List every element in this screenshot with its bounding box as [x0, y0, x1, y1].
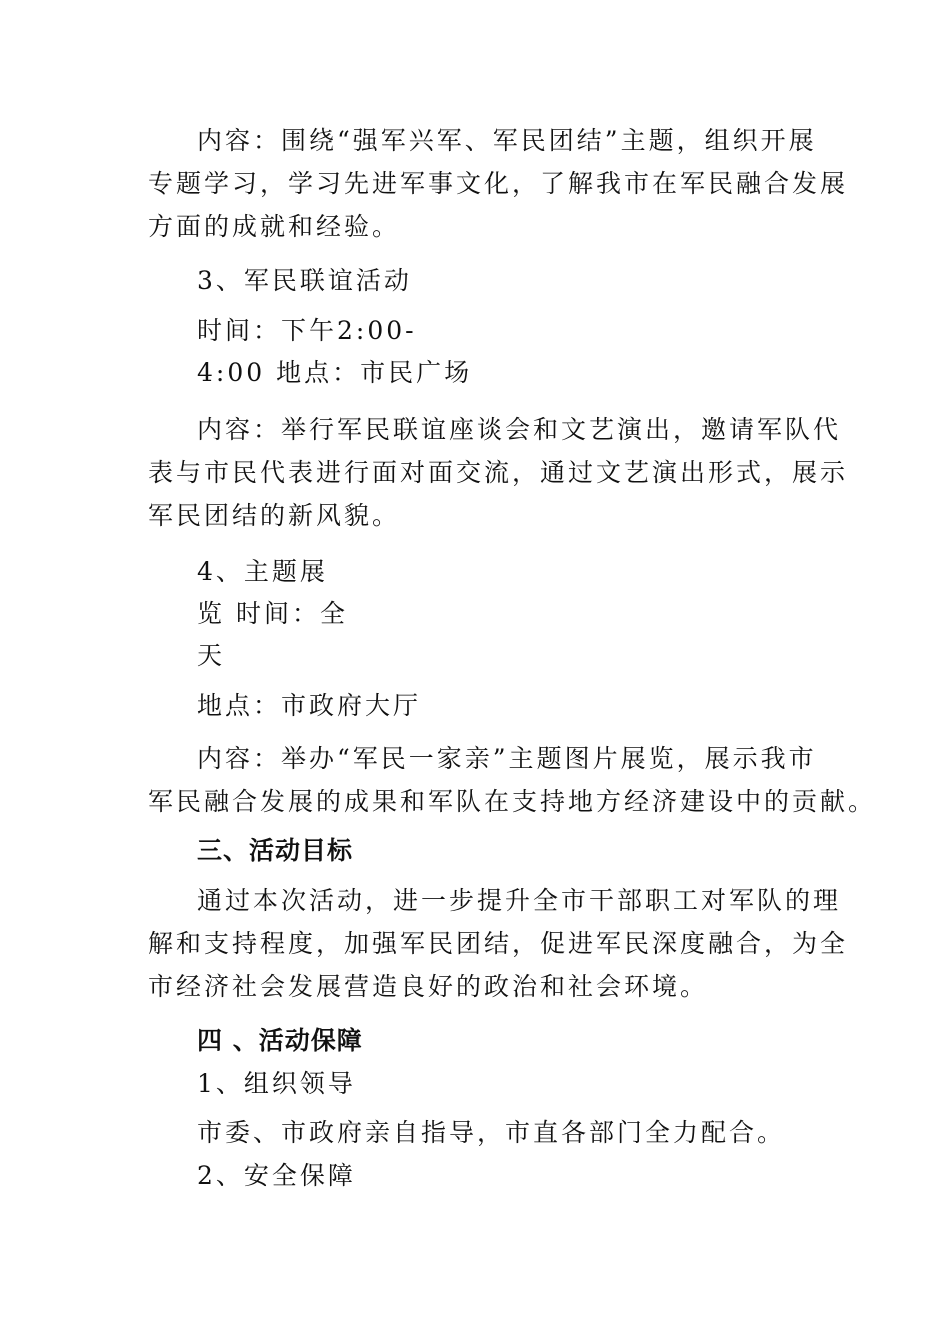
section-heading: 四 、活动保障 — [197, 1026, 363, 1055]
time-line: 天 — [197, 641, 226, 670]
paragraph-line: 内容：举办“军民一家亲”主题图片展览，展示我市 — [197, 744, 817, 773]
paragraph-line: 市委、市政府亲自指导，市直各部门全力配合。 — [197, 1118, 786, 1147]
item-title: 2、安全保障 — [197, 1161, 356, 1190]
place-line: 地点：市政府大厅 — [197, 691, 422, 720]
time-line: 时间：下午2:00- — [197, 316, 417, 345]
time-place-line: 4:00 地点：市民广场 — [197, 358, 473, 387]
time-line: 览 时间：全 — [197, 599, 348, 628]
paragraph-line: 表与市民代表进行面对面交流，通过文艺演出形式，展示 — [148, 458, 849, 487]
item-title: 1、组织领导 — [197, 1069, 356, 1098]
paragraph-line: 军民团结的新风貌。 — [148, 501, 401, 530]
paragraph-line: 专题学习，学习先进军事文化，了解我市在军民融合发展 — [148, 169, 849, 198]
item-title: 3、军民联谊活动 — [197, 266, 412, 295]
paragraph-line: 方面的成就和经验。 — [148, 212, 401, 241]
paragraph-line: 通过本次活动，进一步提升全市干部职工对军队的理 — [197, 886, 842, 915]
section-heading: 三、活动目标 — [197, 836, 354, 865]
paragraph-line: 内容：围绕“强军兴军、军民团结”主题，组织开展 — [197, 126, 817, 155]
paragraph-line: 解和支持程度，加强军民团结，促进军民深度融合，为全 — [148, 929, 849, 958]
paragraph-line: 市经济社会发展营造良好的政治和社会环境。 — [148, 972, 709, 1001]
item-title: 4、主题展 — [197, 557, 328, 586]
paragraph-line: 军民融合发展的成果和军队在支持地方经济建设中的贡献。 — [148, 787, 877, 816]
paragraph-line: 内容：举行军民联谊座谈会和文艺演出，邀请军队代 — [197, 415, 842, 444]
